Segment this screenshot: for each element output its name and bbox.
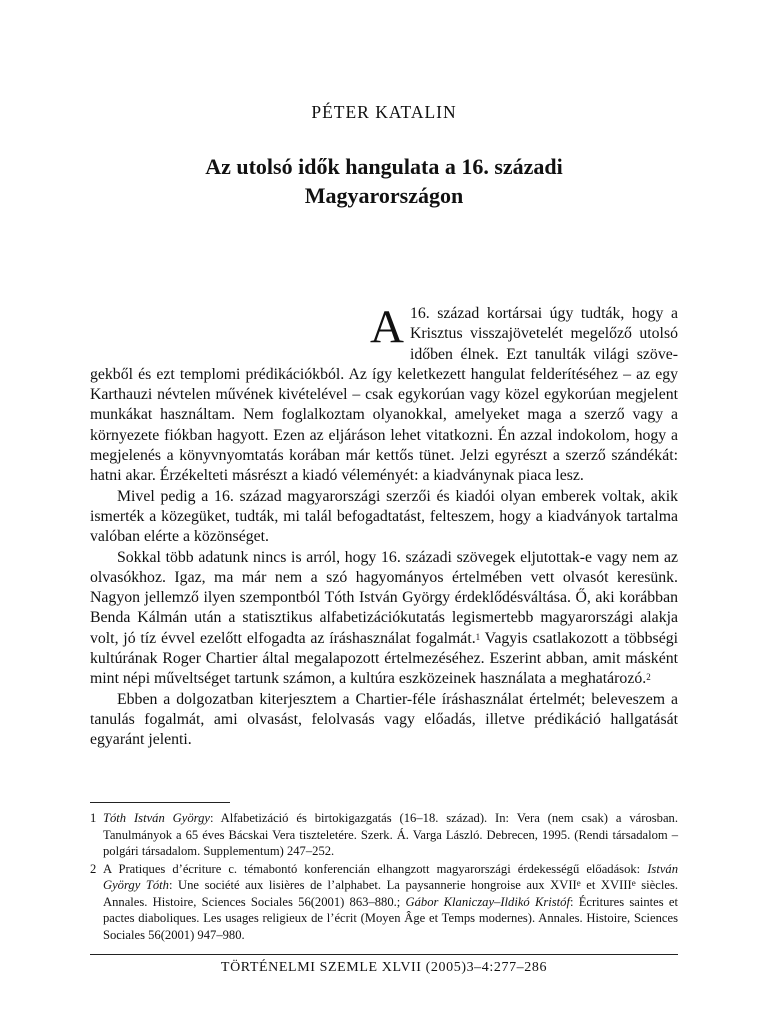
- paragraph-3-text-a: Sokkal több adatunk nincs is arról, hogy 16. századi szövegek eljutottak-e vagy nem az olvasókhoz. Igaz, ma már nem a szó hagyományos értelmében vett olvasót keresünk. Nagyon jellemző ilyen szempontból Tóth István György érdeklődésváltása. Ő, aki korábban Benda Kálmán után a statisztikus alfabetizációkutatás legismertebb magyarországi alakja volt, jó tíz évvel ezelőtt elfogadta az íráshasználat fogalmát.: [90, 548, 678, 647]
- superscript: e: [576, 878, 581, 888]
- footnotes: [90, 810, 678, 944]
- footnote-number: 1: [90, 811, 97, 825]
- paragraph-3: [90, 548, 678, 690]
- footnote-2: [90, 861, 678, 944]
- article-body: [90, 301, 678, 751]
- footnote-number: 2: [90, 861, 97, 876]
- paragraph-3-text-b: Vagyis csatlakozott a többségi kultúrának Roger Chartier által megalapozott értelmezéséhez. Eszerint abban, amit másként mint népi műveltséget tartunk számon, a kultúra eszközeinek használata a meghatározó.: [90, 629, 678, 688]
- footnote-text: : Une société aux lisières de l’alphabet. La paysannerie hongroise aux XVII: [168, 878, 577, 892]
- paragraph-1-text: 16. század kortársai úgy tudták, hogy a Krisztus visszajövetelét megelőző utolsó időben élnek. Ezt tanulták világi szövegekből és ezt templomi prédikációkból. Az így keletkezett hangulat felderítéséhez – az egy Karthauzi névtelen művének kivételével – csak egykorúan vagy közel egykorúan megjelent munkákat használtam. Nem foglalkoztam olyanokkal, amelyeket maga a szerző vagy a környezete fiókban hagyott. Ezen az eljáráson lehet vitatkozni. Én azzal indokolom, hogy a megjelenés a könyvnyomtatás korában már kettős tünet. Jelzi egyrészt a szerző szándékát: hatni akar. Érzékelteti másrészt a kiadó véleményét: a kiadványnak piaca lesz.: [90, 305, 678, 485]
- paragraph-4: Ebben a dolgozatban kiterjesztem a Chartier-féle íráshasználat értelmét; beleveszem a tanulás fogalmát, ami olvasást, felolvasás vagy előadás, illetve prédikáció hallgatását egyaránt jelenti.: [90, 690, 678, 749]
- footnote-text: siècles. Annales. Histoire, Sciences Sociales 56(2001) 863–880.;: [103, 878, 679, 909]
- footnote-text: A Pratiques d’écriture c. témabontó konferencián elhangzott magyarországi érdekességű előadások:: [103, 861, 648, 876]
- article-title: [90, 152, 678, 210]
- footnote-author: Gábor Klaniczay–Ildikó Kristóf: [405, 894, 570, 909]
- footnote-text: : Alfabetizáció és birtokigazgatás (16–18. század). In: Vera (nem csak) a városban. Tanulmányok a 65 éves Bácskai Vera tiszteletére. Szerk. Á. Varga László. Debrecen, 1995. (Rendi társadalom – polgári társadalom. Supplementum) 247–252.: [103, 811, 678, 858]
- footnote-ref-1[interactable]: 1: [475, 631, 481, 642]
- author-name: PÉTER KATALIN: [311, 102, 457, 122]
- paragraph-1: [90, 301, 678, 487]
- footnote-ref-2[interactable]: 2: [646, 672, 651, 683]
- footnote-divider: [90, 802, 230, 803]
- footnote-1: [90, 810, 678, 860]
- superscript: e: [631, 878, 636, 888]
- drop-cap: A: [370, 301, 404, 353]
- journal-citation: TÖRTÉNELMI SZEMLE XLVII (2005)3–4:277–286: [220, 960, 548, 975]
- footnote-author: István György Tóth: [103, 861, 678, 892]
- paragraph-2: Mivel pedig a 16. század magyarországi szerzői és kiadói olyan emberek voltak, akik ismerték a közegüket, tudták, mi talál befogadtatást, felteszem, hogy a kiadványok tartalma valóban elérte a közönséget.: [90, 487, 678, 546]
- title-line-2: Magyarországon: [304, 183, 464, 208]
- footnote-text: : Écritures saintes et pactes diaboliques. Les usages religieux de l’écrit (Moyen Âge et Temps modernes). Annales. Histoire, Sciences Sociales 56(2001) 947–980.: [103, 894, 679, 942]
- title-line-1: Az utolsó idők hangulata a 16. századi: [205, 154, 563, 179]
- footnote-text: et XVIII: [580, 878, 632, 892]
- footer-divider: [90, 954, 678, 955]
- footnote-author: Tóth István György: [103, 811, 210, 825]
